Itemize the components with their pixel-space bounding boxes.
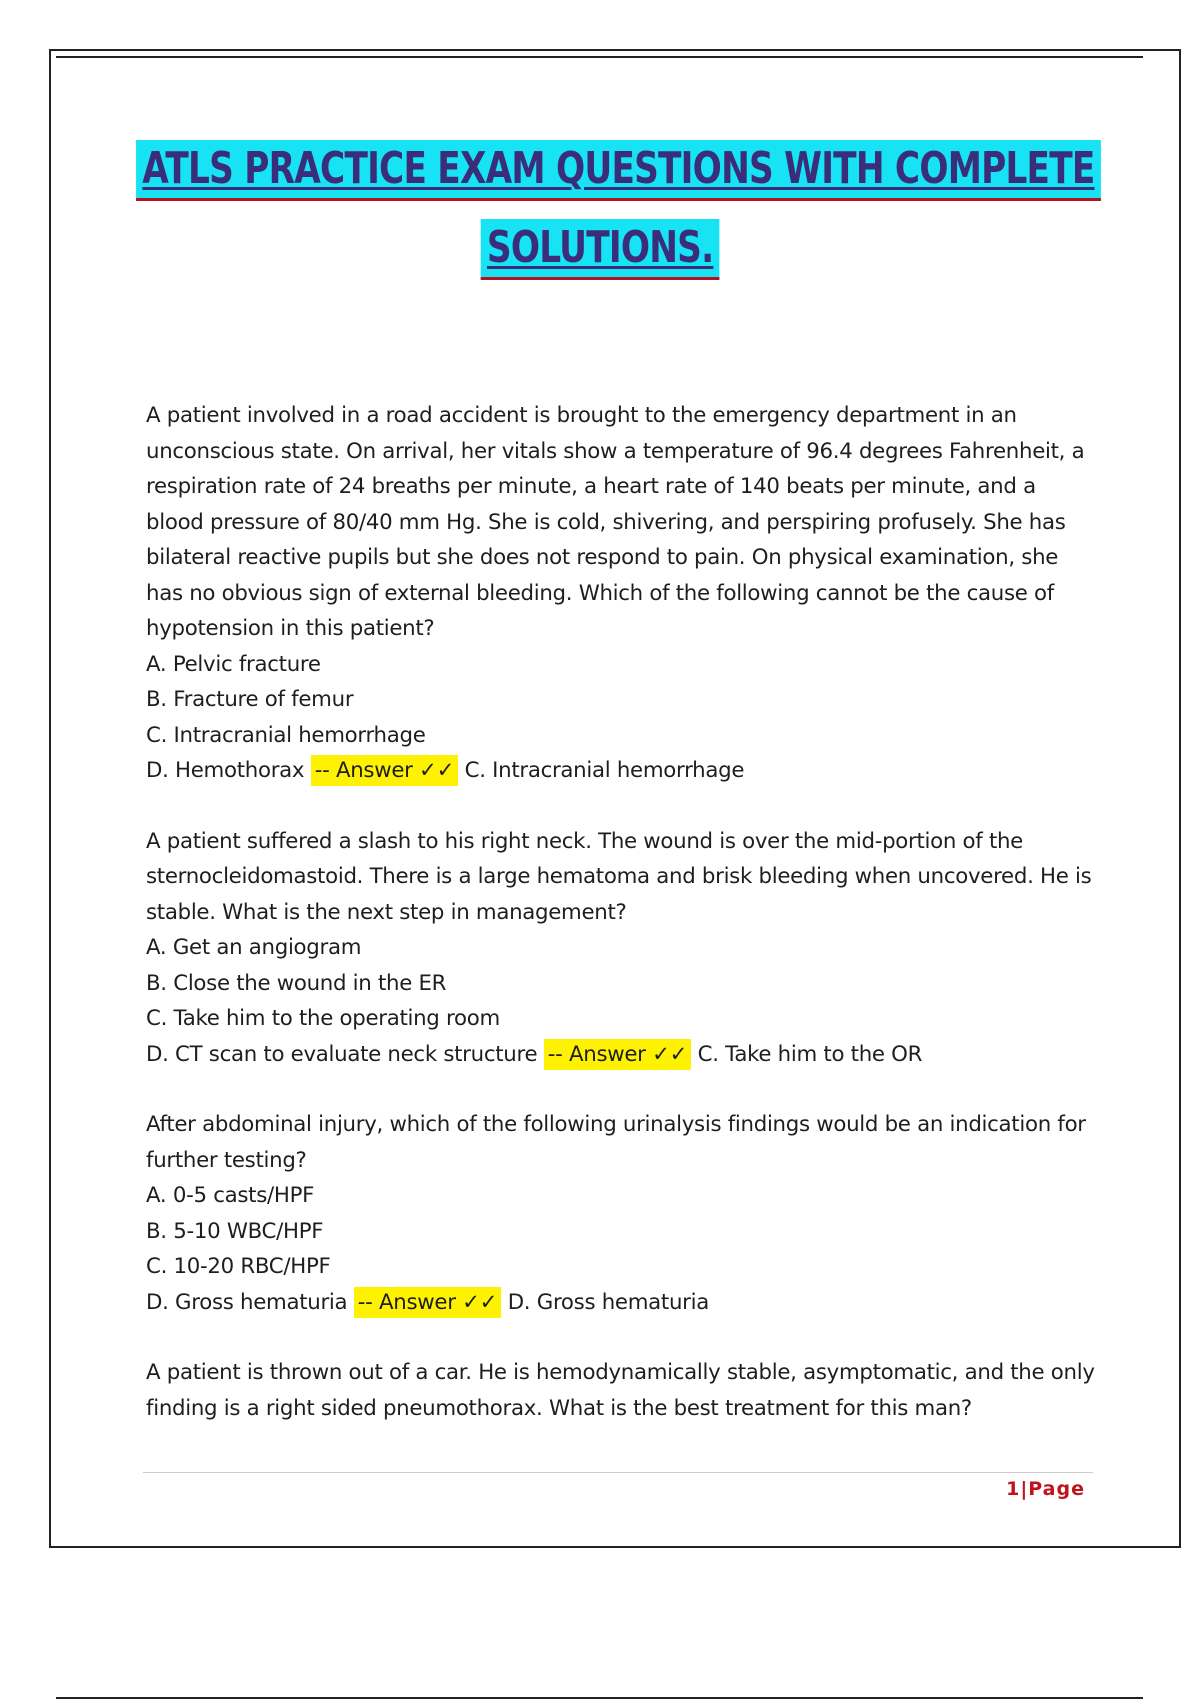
document-title — [0, 140, 1200, 280]
answer-text: D. Gross hematuria — [507, 1289, 709, 1315]
option-b: B. Close the wound in the ER — [146, 970, 447, 996]
option-d-with-answer — [146, 753, 1096, 789]
page-number: 1|Page — [1006, 1478, 1085, 1500]
title-line-2: SOLUTIONS. — [481, 219, 720, 280]
option-d: D. Gross hematuria — [146, 1289, 348, 1315]
option-c: C. Take him to the operating room — [146, 1006, 500, 1031]
answer-tag: -- Answer ✓✓ — [311, 755, 458, 786]
bottom-rule — [56, 1697, 1143, 1699]
footer-rule — [143, 1472, 1093, 1473]
answer-tag: -- Answer ✓✓ — [544, 1039, 691, 1070]
header-rule — [56, 56, 1143, 58]
option-c: C. Intracranial hemorrhage — [146, 722, 426, 748]
question-item — [146, 398, 1096, 789]
question-stem: A patient involved in a road accident is brought to the emergency department in an unconscious state. On arrival, her vitals show a temperature of 96.4 degrees Fahrenheit, a respiration rate of 24 breaths per minute, a heart rate of 140 beats per minute, and a blood pressure of 80/40 mm Hg. She is cold, shivering, and perspiring profusely. She has bilateral reactive pupils but she does not respond to pain. On physical examination, she has no obvious sign of external bleeding. Which of the following cannot be the cause of hypotension in this patient? — [146, 403, 1085, 641]
question-stem: After abdominal injury, which of the following urinalysis findings would be an indication for further testing? — [146, 1112, 1086, 1173]
answer-text: C. Take him to the OR — [697, 1041, 923, 1067]
title-line-1: ATLS PRACTICE EXAM QUESTIONS WITH COMPLETE — [136, 140, 1101, 201]
question-item — [146, 1355, 1096, 1426]
option-b: B. Fracture of femur — [146, 687, 354, 712]
option-d-with-answer — [146, 1285, 1096, 1321]
question-stem: A patient is thrown out of a car. He is hemodynamically stable, asymptomatic, and the only finding is a right sided pneumothorax. What is the best treatment for this man? — [146, 1360, 1095, 1421]
option-c: C. 10-20 RBC/HPF — [146, 1254, 331, 1279]
option-a: A. Get an angiogram — [146, 935, 362, 960]
answer-text: C. Intracranial hemorrhage — [464, 758, 745, 783]
option-a: A. 0-5 casts/HPF — [146, 1183, 315, 1208]
question-item — [146, 1107, 1096, 1320]
option-d: D. CT scan to evaluate neck structure — [146, 1041, 538, 1067]
question-item — [146, 824, 1096, 1073]
option-b: B. 5-10 WBC/HPF — [146, 1218, 324, 1244]
answer-tag: -- Answer ✓✓ — [354, 1287, 501, 1318]
option-d-with-answer — [146, 1037, 1096, 1073]
question-stem: A patient suffered a slash to his right neck. The wound is over the mid-portion of the sternocleidomastoid. There is a large hematoma and brisk bleeding when uncovered. He is stable. What is the next step in management? — [146, 828, 1092, 925]
option-d: D. Hemothorax — [146, 758, 305, 783]
question-list — [146, 398, 1096, 1461]
option-a: A. Pelvic fracture — [146, 651, 321, 677]
